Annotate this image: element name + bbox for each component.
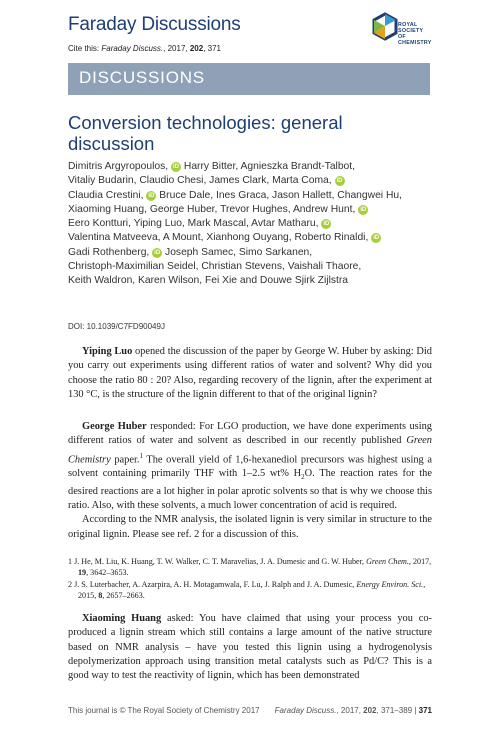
logo-text-1: ROYAL SOCIETY [398, 22, 424, 34]
speaker-name: Yiping Luo [82, 346, 133, 357]
section-banner [68, 63, 430, 95]
logo-text-2: OF CHEMISTRY [398, 34, 432, 46]
article-title: Conversion technologies: general discussion [68, 112, 343, 154]
orcid-icon[interactable]: iD [336, 178, 343, 185]
page-footer: This journal is © The Royal Society of Chemistry 2017 Faraday Discuss., 2017, 202, 371–389 | 371 [68, 706, 432, 715]
author-list: Dimitris Argyropoulos, iD Harry Bitter, Agnieszka Brandt-Talbot, Vitaliy Budarin, Claudio Chesi, James Clark, Marta Coma, iD Claudia Crestini, iD Bruce Dale, Ines Graca, Jason Hallett, Changwei Hu, Xiaoming Huang, George Huber, Trevor Hughes, Andrew Hunt, iD Eero Kontturi, Yiping Luo, Mark Mascal, Avtar Matharu, iD Valentina Matveeva, A Mount, Xianhong Ouyang, Roberto Rinaldi, iD Gadi Rothenberg, iD Joseph Samec, Simo Sarkanen, Christoph-Maximilian Seidel, Christian Stevens, Vaishali Thaore, Keith Waldron, Karen Wilson, Fei Xie and Douwe Sjirk Zijlstra [68, 161, 402, 287]
reference-item: 1 J. He, M. Liu, K. Huang, T. W. Walker, C. T. Maravelias, J. A. Dumesic and G. W. Huber, Green Chem., 2017, 19, 3642–3653. [68, 557, 432, 577]
citation-line: Cite this: Faraday Discuss., 2017, 202, 371 [68, 44, 221, 53]
orcid-icon[interactable]: iD [148, 192, 155, 199]
orcid-icon[interactable]: iD [173, 164, 180, 170]
cite-label: Cite this: [68, 44, 100, 53]
reference-item: 2 J. S. Luterbacher, A. Azarpira, A. H. Motagamwala, F. Lu, J. Ralph and J. A. Dumesic, Energy Environ. Sci., 2015, 8, 2657–2663. [68, 580, 426, 600]
banner-label: DISCUSSIONS [79, 68, 205, 87]
rsc-logo [371, 12, 441, 52]
speaker-name: Xiaoming Huang [82, 613, 162, 624]
cite-volume: 202 [189, 44, 204, 53]
cite-journal: Faraday Discuss. [101, 44, 164, 53]
orcid-icon[interactable]: iD [154, 249, 161, 256]
paragraph-huber: George Huber responded: For LGO production, we have done experiments using different ratios of water and solvent as described in our recently published Green Chemistry paper.$^1$ The overall yield of 1,6-hexanediol precursors was highest using a solvent containing primarily THF with 1–2.5 wt% $H_2O$. The reaction rates for the desired reactions are a lot higher in polar aprotic solvents so that is why we choose this ratio. Also, with these solvents, a much lower concentration of acid is required. According to the NMR analysis, the isolated lignin is very similar in structure to the original lignin. Please see ref. 2 for a discussion of this. [68, 421, 432, 540]
doi-link[interactable]: DOI: 10.1039/C7FD90049J [68, 322, 165, 331]
rsc-emblem-icon [371, 12, 399, 46]
orcid-icon[interactable]: iD [373, 235, 380, 242]
speaker-name: George Huber [82, 421, 147, 432]
paragraph-luo: Yiping Luo opened the discussion of the paper by George W. Huber by asking: Did you carry out experiments using different ratios of water and solvent? Why did you choose the ratio 80 : 20? Also, regarding recovery of the lignin, after the experiment at 130 °C, is the structure of the lignin different to that of the original lignin? [68, 346, 432, 400]
reference-list [68, 557, 432, 603]
paragraph-huang: Xiaoming Huang asked: You have claimed that using your process you co-produced a lignin stream which still contains a large amount of the native structure based on NMR analysis – have you tested this lignin using a hydrogenolysis depolymerization approach using transition metal catalysts such as Pd/C? This is a good way to test the reactivity of lignin, which has been demonstrated [68, 613, 432, 682]
orcid-icon[interactable]: iD [323, 221, 330, 228]
journal-title: Faraday Discussions [68, 14, 241, 35]
ref-link[interactable]: 1 [139, 451, 143, 460]
page-number: 371 [418, 706, 432, 715]
orcid-icon[interactable]: iD [360, 206, 367, 213]
